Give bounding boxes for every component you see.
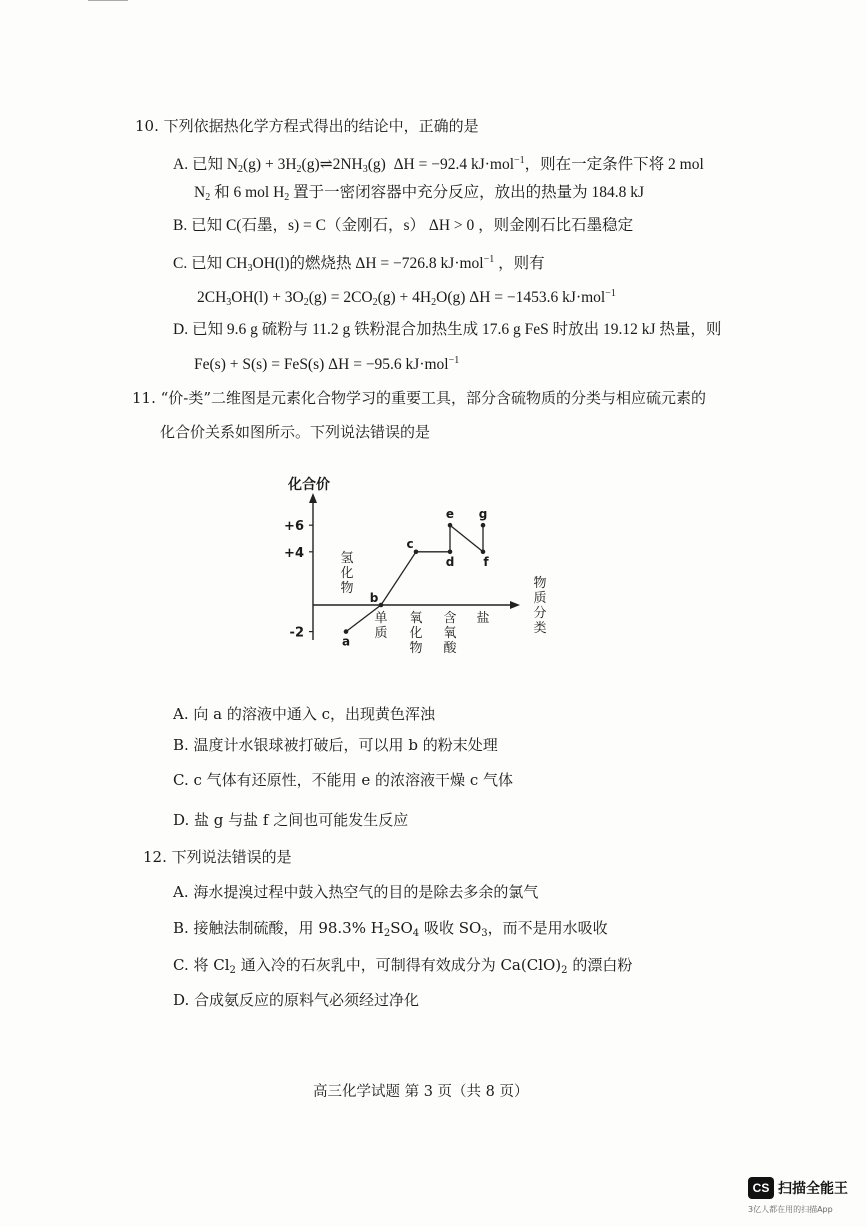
x-category-label: 氧: [443, 626, 457, 641]
point-f: [481, 550, 486, 555]
q12-option-c: C. 将 $Cl_2$ 通入冷的石灰乳中，可制得有效成分为 $Ca(ClO)_2$ 的漂白粉: [173, 956, 633, 976]
x-category-label: 氢: [340, 551, 354, 566]
x-axis-label-char: 质: [533, 591, 547, 606]
point-b: [379, 603, 384, 608]
connector-b-c: [381, 552, 416, 605]
y-axis-label: 化合价: [288, 477, 330, 493]
q10-option-b: B. 已知 C(石墨，s) = C（金刚石，s） ΔH > 0 ，则金刚石比石墨稳定: [173, 217, 634, 234]
q11-option-b: B. 温度计水银球被打破后，可以用 b 的粉末处理: [173, 736, 498, 754]
connector-e-f: [450, 525, 483, 552]
q11-stem-line1: 11. “价-类”二维图是元素化合物学习的重要工具，部分含硫物质的分类与相应硫元素的: [132, 389, 707, 407]
point-label-d: d: [445, 554, 455, 569]
logo-name: 扫描全能王: [778, 1181, 848, 1197]
logo-mark: CS: [748, 1177, 774, 1199]
y-tick-label: +6: [284, 519, 304, 535]
y-tick-label: +4: [284, 545, 304, 561]
point-label-f: f: [483, 554, 489, 569]
q11-option-c: C. c 气体有还原性，不能用 e 的浓溶液干燥 c 气体: [173, 771, 513, 789]
valence-class-chart: [270, 465, 560, 665]
chart-axes: [284, 476, 546, 656]
point-label-e: e: [445, 507, 455, 522]
q10-option-a-line2: $N_2$ 和 6 mol $H_2$ 置于一密闭容器中充分反应，放出的热量为 184.8 kJ: [194, 184, 645, 203]
x-category-label: 物: [409, 641, 423, 656]
logo-tagline: 3亿人都在用的扫描App: [748, 1205, 833, 1214]
x-axis-arrow: [510, 601, 520, 609]
point-c: [414, 550, 419, 555]
q12-option-d: D. 合成氨反应的原料气必须经过净化: [173, 991, 420, 1009]
point-label-a: a: [341, 634, 351, 649]
q12-stem: 12. 下列说法错误的是: [143, 848, 292, 866]
y-tick-label: -2: [289, 625, 304, 641]
x-category-label: 酸: [443, 641, 457, 656]
x-category-label: 化: [409, 626, 423, 641]
x-category-label: 质: [374, 626, 388, 641]
y-axis-arrow: [309, 493, 317, 503]
x-axis-label-char: 类: [533, 621, 547, 636]
x-category-label: 含: [443, 611, 457, 626]
q10-stem: 10. 下列依据热化学方程式得出的结论中，正确的是: [135, 117, 479, 135]
point-d: [448, 550, 453, 555]
x-axis-label-char: 物: [533, 576, 547, 591]
q10-option-c-line2: $2CH_3OH(l) + 3O_2(g) = 2CO_2(g) + 4H_2O(g) \Delta H = -1453.6$ kJ·mol$^{-1}$: [197, 288, 616, 308]
q11-stem-line2: 化合价关系如图所示。下列说法错误的是: [160, 423, 431, 441]
point-e: [448, 523, 453, 528]
camscanner-logo: [748, 1177, 860, 1221]
page-footer: 高三化学试题 第 3 页（共 8 页）: [313, 1084, 529, 1100]
q10-option-c-line1: C. 已知 $CH_3OH(l)$的燃烧热 ΔH = −726.8 kJ·mol$^{-1}$ ，则有: [173, 254, 545, 274]
x-category-label: 盐: [476, 611, 490, 626]
x-category-label: 单: [374, 611, 388, 626]
q12-option-b: B. 接触法制硫酸，用 98.3% $H_2SO_4$ 吸收 $SO_3$，而不是用水吸收: [173, 919, 608, 939]
q10-option-a-line1: A. 已知 $N_2(g)$ + $3H_2(g)\rightleftharpoons 2NH_3(g) \Delta H = -92.4$ kJ·mol$^{-1}$，则在一定条件下将 2 mol: [173, 155, 704, 175]
q11-option-d: D. 盐 g 与盐 f 之间也可能发生反应: [173, 811, 409, 829]
scan-edge-mark: [88, 0, 128, 1]
x-category-label: 氧: [409, 611, 423, 626]
x-category-label: 物: [340, 581, 354, 596]
q12-option-a: A. 海水提溴过程中鼓入热空气的目的是除去多余的氯气: [173, 883, 539, 901]
q11-option-a: A. 向 a 的溶液中通入 c，出现黄色浑浊: [173, 705, 436, 723]
x-axis-label-char: 分: [533, 606, 547, 621]
x-category-label: 化: [340, 566, 354, 581]
q10-option-d-line2: Fe(s) + S(s) = FeS(s) ΔH = −95.6 kJ·mol$^{-1}$: [194, 355, 460, 373]
point-label-c: c: [406, 536, 414, 551]
point-label-g: g: [478, 507, 488, 522]
q10-option-d-line1: D. 已知 9.6 g 硫粉与 11.2 g 铁粉混合加热生成 17.6 g FeS 时放出 19.12 kJ 热量，则: [173, 321, 722, 338]
point-label-b: b: [369, 591, 379, 605]
point-a: [344, 629, 349, 634]
point-g: [481, 523, 486, 528]
